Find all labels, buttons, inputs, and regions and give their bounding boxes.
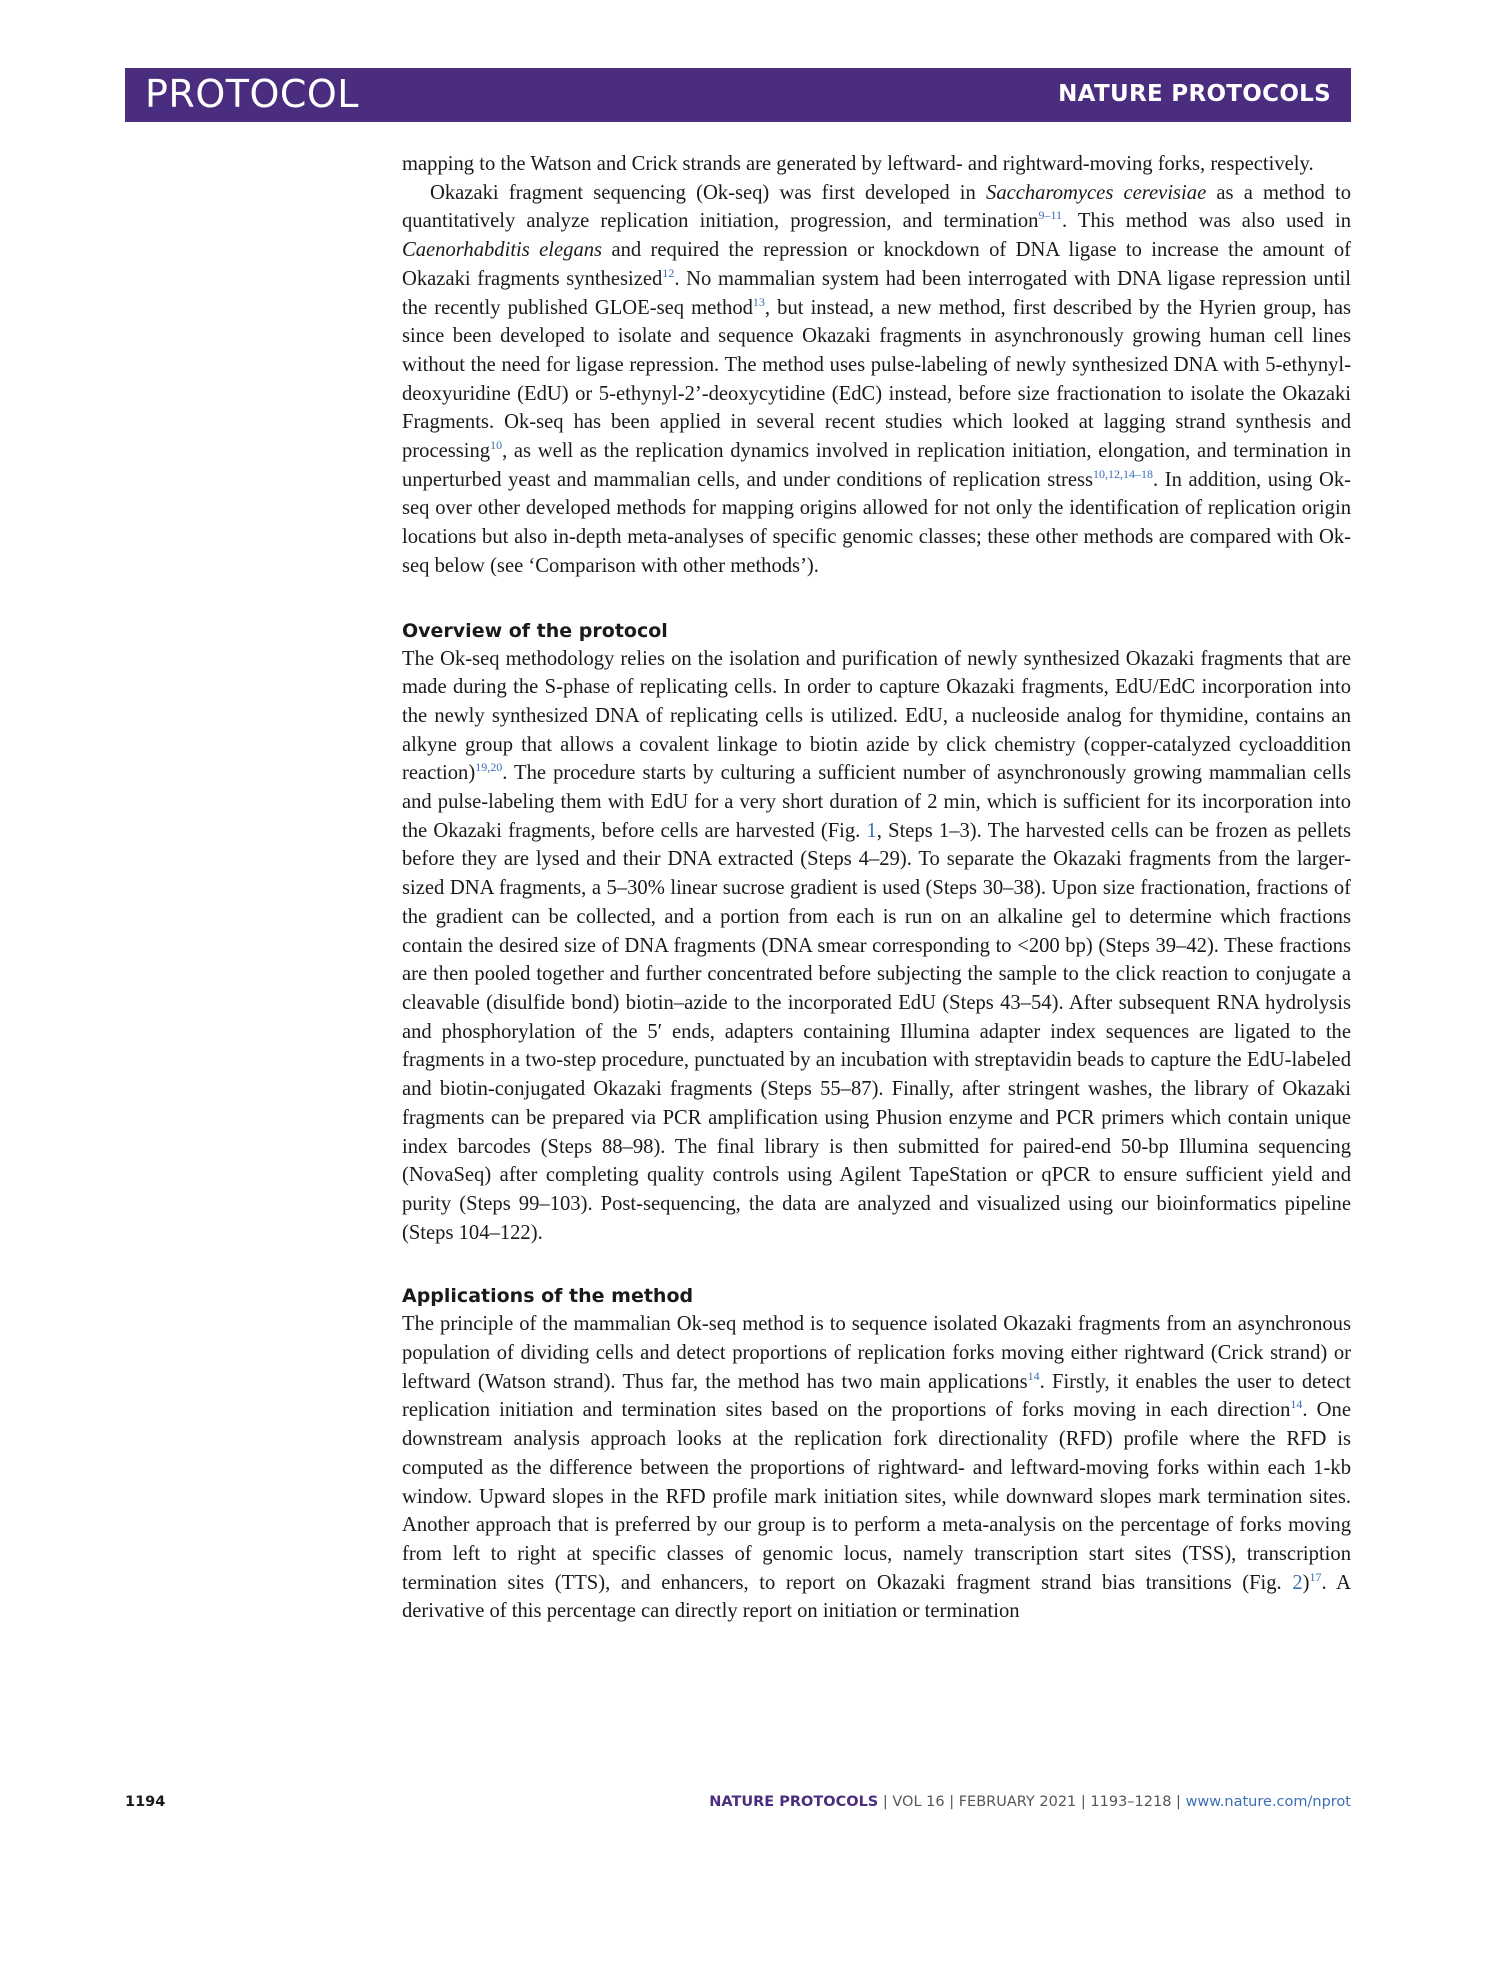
citation-link[interactable]: 9–11 — [1038, 208, 1063, 223]
body-column — [402, 150, 1351, 1626]
journal-url-link[interactable]: www.nature.com/nprot — [1185, 1794, 1351, 1810]
footer-citation: NATURE PROTOCOLS | VOL 16 | FEBRUARY 2021 | 1193–1218 | www.nature.com/nprot — [709, 1794, 1351, 1810]
section-heading-overview: Overview of the protocol — [402, 619, 668, 642]
footer-date: FEBRUARY 2021 — [958, 1794, 1077, 1810]
citation-link[interactable]: 13 — [752, 294, 765, 309]
footer-journal: NATURE PROTOCOLS — [709, 1794, 879, 1810]
footer-pages: 1193–1218 — [1090, 1794, 1172, 1810]
figure-link[interactable]: 1 — [866, 819, 877, 842]
section-label: PROTOCOL — [145, 72, 359, 116]
figure-link[interactable]: 2 — [1292, 1571, 1303, 1594]
citation-link[interactable]: 12 — [662, 265, 675, 280]
citation-link[interactable]: 17 — [1309, 1569, 1322, 1584]
citation-link[interactable]: 19,20 — [475, 760, 503, 775]
paragraph-applications: The principle of the mammalian Ok-seq method is to sequence isolated Okazaki fragments from an asynchronous population of dividing cells and detect proportions of replication forks moving either rightward (Crick strand) or leftward (Watson strand). Thus far, the method has two main applications$^{14}$. Firstly, it enables the user to detect replication initiation and termination sites based on the proportions of forks moving in each direction$^{14}$. One downstream analysis approach looks at the replication fork directionality (RFD) profile where the RFD is computed as the difference between the proportions of rightward- and leftward-moving forks within each 1-kb window. Upward slopes in the RFD profile mark initiation sites, while downward slopes mark termination sites. Another approach that is preferred by our group is to perform a meta-analysis on the percentage of forks moving from left to right at specific classes of genomic locus, namely transcription start sites (TSS), transcription termination sites (TTS), and enhancers, to report on Okazaki fragment strand bias transitions (Fig. 2)$^{17}$. A derivative of this percentage can directly report on initiation or termination — [402, 1313, 1351, 1623]
section-heading-applications: Applications of the method — [402, 1285, 694, 1308]
organism-name: Caenorhabditis elegans — [402, 239, 603, 262]
citation-link[interactable]: 10 — [490, 438, 503, 453]
organism-name: Saccharomyces cerevisiae — [986, 181, 1207, 204]
paragraph-overview: The Ok-seq methodology relies on the isolation and purification of newly synthesized Okazaki fragments that are made during the S-phase of replicating cells. In order to capture Okazaki fragments, EdU/EdC incorporation into the newly synthesized DNA of replicating cells is utilized. EdU, a nucleoside analog for thymidine, contains an alkyne group that allows a covalent linkage to biotin azide by click chemistry (copper-catalyzed cycloaddition reaction)$^{19,20}$. The procedure starts by culturing a sufficient number of asynchronously growing mammalian cells and pulse-labeling them with EdU for a very short duration of 2 min, which is sufficient for its incorporation into the Okazaki fragments, before cells are harvested (Fig. 1, Steps 1–3). The harvested cells can be frozen as pellets before they are lysed and their DNA extracted (Steps 4–29). To separate the Okazaki fragments from the larger-sized DNA fragments, a 5–30% linear sucrose gradient is used (Steps 30–38). Upon size fractionation, fractions of the gradient can be collected, and a portion from each is run on an alkaline gel to determine which fractions contain the desired size of DNA fragments (DNA smear corresponding to <200 bp) (Steps 39–42). These fractions are then pooled together and further concentrated before subjecting the sample to the click reaction to conjugate a cleavable (disulfide bond) biotin–azide to the incorporated EdU (Steps 43–54). After subsequent RNA hydrolysis and phosphorylation of the 5′ ends, adapters containing Illumina adapter index sequences are ligated to the fragments in a two-step procedure, punctuated by an incubation with streptavidin beads to capture the EdU-labeled and biotin-conjugated Okazaki fragments (Steps 55–87). Finally, after stringent washes, the library of Okazaki fragments can be prepared via PCR amplification using Phusion enzyme and PCR primers which contain unique index barcodes (Steps 88–98). The final library is then submitted for paired-end 50-bp Illumina sequencing (NovaSeq) after completing quality controls using Agilent TapeStation or qPCR to ensure sufficient yield and purity (Steps 99–103). Post-sequencing, the data are analyzed and visualized using our bioinformatics pipeline (Steps 104–122). — [402, 647, 1351, 1244]
header-banner — [125, 68, 1351, 122]
paragraph-ok-seq-history: Okazaki fragment sequencing (Ok-seq) was first developed in Saccharomyces cerevisiae as a method to quantitatively analyze replication initiation, progression, and termination$^{9-11}$. This method was also used in Caenorhabditis elegans and required the repression or knockdown of DNA ligase to increase the amount of Okazaki fragments synthesized$^{12}$. No mammalian system had been interrogated with DNA ligase repression until the recently published GLOE-seq method$^{13}$, but instead, a new method, first described by the Hyrien group, has since been developed to isolate and sequence Okazaki fragments in asynchronously growing human cell lines without the need for ligase repression. The method uses pulse-labeling of newly synthesized DNA with 5-ethynyl-deoxyuridine (EdU) or 5-ethynyl-2’-deoxycytidine (EdC) instead, before size fractionation to isolate the Okazaki Fragments. Ok-seq has been applied in several recent studies which looked at lagging strand synthesis and processing$^{10}$, as well as the replication dynamics involved in replication initiation, elongation, and termination in unperturbed yeast and mammalian cells, and under conditions of replication stress$^{10,12,14-18}$. In addition, using Ok-seq over other developed methods for mapping origins allowed for not only the identification of replication origin locations but also in-depth meta-analyses of specific genomic classes; these other methods are compared with Ok-seq below (see ‘Comparison with other methods’). — [402, 181, 1352, 577]
footer-volume: VOL 16 — [892, 1794, 945, 1810]
journal-name: NATURE PROTOCOLS — [1058, 81, 1331, 107]
page-number: 1194 — [125, 1794, 166, 1810]
citation-link[interactable]: 10,12,14–18 — [1093, 466, 1154, 481]
citation-link[interactable]: 14 — [1290, 1397, 1303, 1412]
paragraph-intro-continued: mapping to the Watson and Crick strands are generated by leftward- and rightward-moving forks, respectively. — [402, 153, 1314, 175]
citation-link[interactable]: 14 — [1027, 1368, 1040, 1383]
